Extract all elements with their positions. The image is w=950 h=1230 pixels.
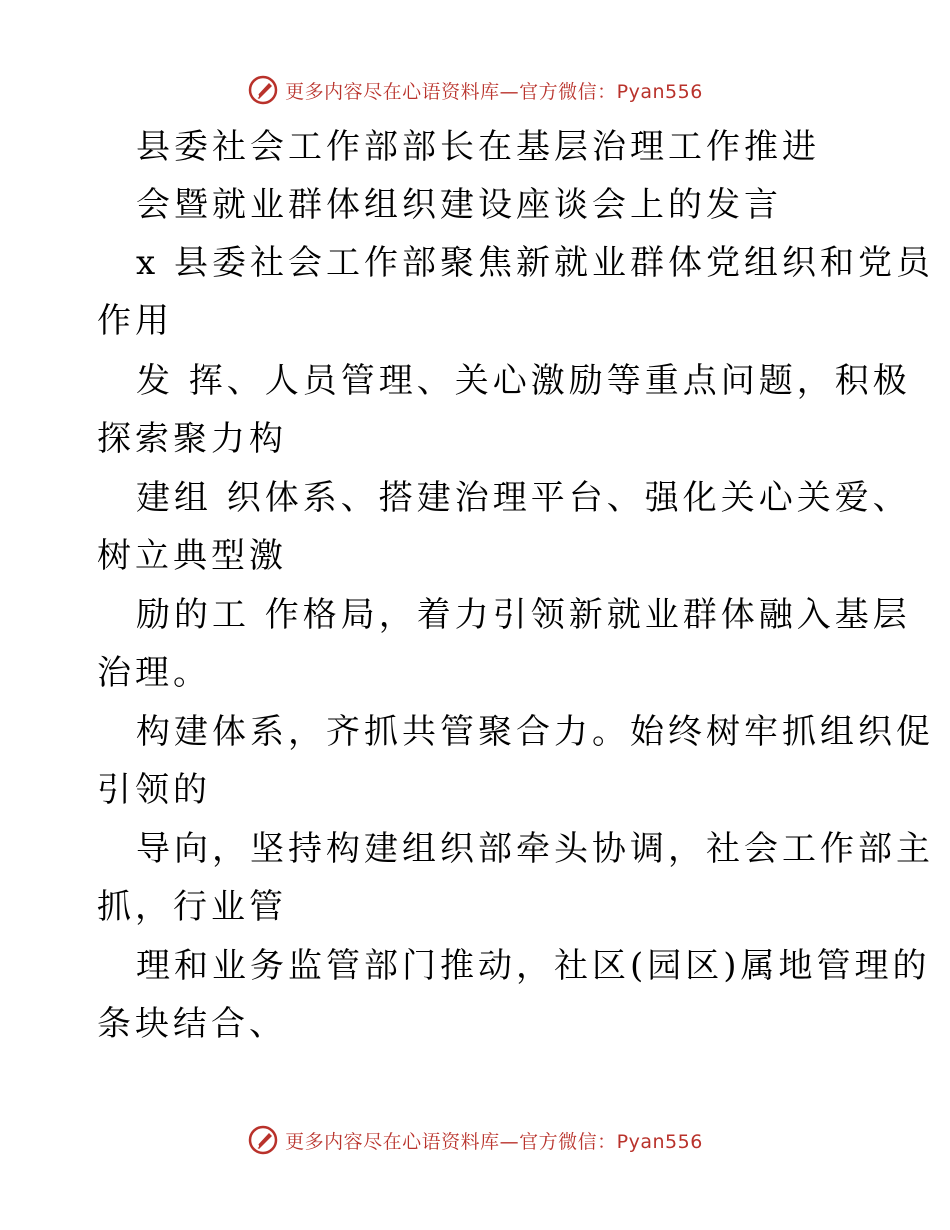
text-line: 发 挥、人员管理、关心激励等重点问题，积极: [136, 361, 911, 401]
text-line: x 县委社会工作部聚焦新就业群体党组织和党员: [136, 243, 934, 283]
footer-watermark: [0, 1124, 950, 1156]
pen-logo-icon: [247, 1124, 279, 1156]
text-line: 探索聚力构: [97, 419, 287, 459]
text-line: 导向，坚持构建组织部牵头协调，社会工作部主: [136, 829, 934, 869]
text-line: 励的工 作格局，着力引领新就业群体融入基层: [136, 595, 911, 635]
pen-logo-icon: [247, 74, 279, 106]
text-line: 条块结合、: [97, 1004, 287, 1044]
text-line: 建组 织体系、搭建治理平台、强化关心关爱、: [136, 478, 911, 518]
text-line: 引领的: [97, 770, 211, 810]
text-line: 治理。: [97, 653, 211, 693]
text-line: 理和业务监管部门推动，社区(园区)属地管理的: [136, 946, 931, 986]
text-line: 抓，行业管: [97, 887, 287, 927]
watermark-text: 更多内容尽在心语资料库—官方微信：Pyan556: [285, 1130, 703, 1153]
header-watermark: [0, 74, 950, 106]
text-line: 作用: [97, 301, 173, 341]
text-line: 会暨就业群体组织建设座谈会上的发言: [136, 185, 782, 225]
text-line: 构建体系，齐抓共管聚合力。始终树牢抓组织促: [136, 712, 934, 752]
text-line: 县委社会工作部部长在基层治理工作推进: [136, 127, 820, 167]
text-line: 树立典型激: [97, 536, 287, 576]
watermark-text: 更多内容尽在心语资料库—官方微信：Pyan556: [285, 80, 703, 103]
